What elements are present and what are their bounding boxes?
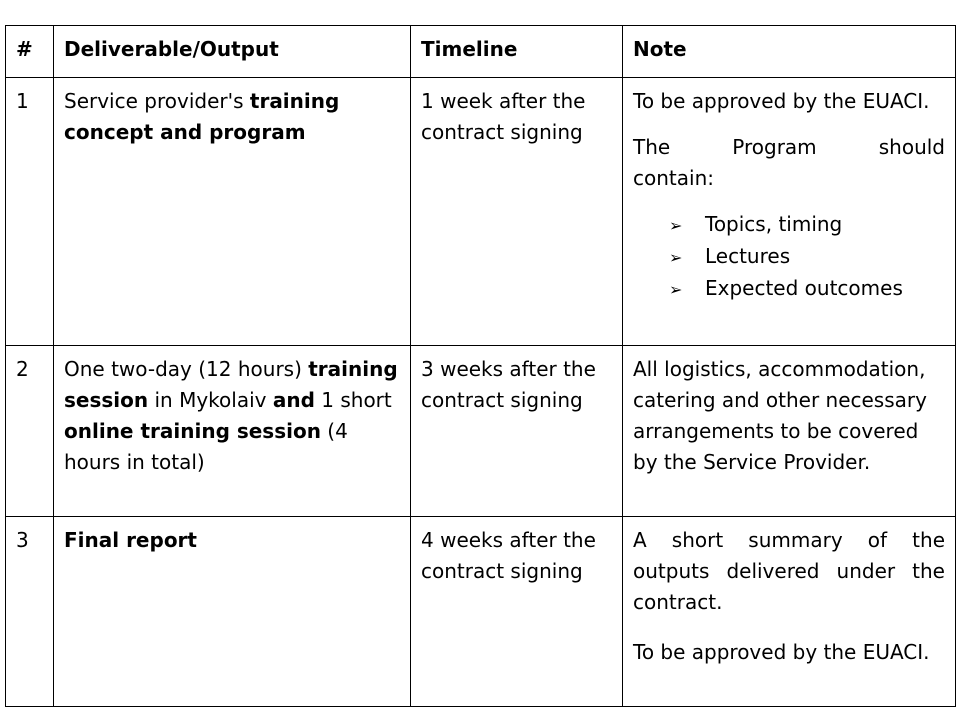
note-bullet-list <box>633 209 945 305</box>
timeline-cell: 1 week after the contract signing <box>411 78 623 346</box>
deliverable-text: Service provider's <box>64 89 250 113</box>
deliverable-bold-text: training concept and program <box>64 89 340 144</box>
list-item <box>669 273 945 305</box>
row-number: 3 <box>6 517 54 707</box>
row-number: 1 <box>6 78 54 346</box>
note-paragraph: A short summary of the outputs delivered under the contract. <box>633 528 945 614</box>
bullet-text: Lectures <box>705 244 791 268</box>
timeline-cell: 3 weeks after the contract signing <box>411 346 623 517</box>
list-item <box>669 209 945 241</box>
deliverable-bold-text: and <box>272 388 315 412</box>
note-cell: All logistics, accommodation, catering and other necessary arrangements to be covered by the Service Provider. <box>623 346 956 517</box>
deliverable-bold-text: training session <box>64 357 398 412</box>
deliverable-bold-text: Final report <box>64 528 197 552</box>
deliverable-cell <box>54 517 411 707</box>
note-cell <box>623 78 956 346</box>
deliverable-cell <box>54 78 411 346</box>
arrow-bullet-icon: ➢ <box>669 248 683 267</box>
note-paragraph: The Program should <box>633 135 945 159</box>
list-item <box>669 241 945 273</box>
header-deliverable: Deliverable/Output <box>54 26 411 78</box>
deliverables-table <box>5 25 956 707</box>
header-timeline: Timeline <box>411 26 623 78</box>
note-cell <box>623 517 956 707</box>
note-paragraph: contain: <box>633 166 714 190</box>
table-row <box>6 78 956 346</box>
deliverable-text: in Mykolaiv <box>148 388 273 412</box>
deliverable-text: (4 hours in total) <box>64 419 348 474</box>
deliverable-text: One two-day (12 hours) <box>64 357 309 381</box>
table-header-row <box>6 26 956 78</box>
bullet-text: Expected outcomes <box>705 276 903 300</box>
bullet-text: Topics, timing <box>705 212 843 236</box>
header-number: # <box>6 26 54 78</box>
table-row <box>6 346 956 517</box>
deliverable-bold-text: online training session <box>64 419 321 443</box>
header-note: Note <box>623 26 956 78</box>
timeline-cell: 4 weeks after the contract signing <box>411 517 623 707</box>
deliverable-text: 1 short <box>314 388 392 412</box>
deliverable-cell <box>54 346 411 517</box>
row-number: 2 <box>6 346 54 517</box>
note-paragraph: To be approved by the EUACI. <box>633 640 930 664</box>
note-paragraph: To be approved by the EUACI. <box>633 89 930 113</box>
arrow-bullet-icon: ➢ <box>669 280 683 299</box>
table-row <box>6 517 956 707</box>
arrow-bullet-icon: ➢ <box>669 216 683 235</box>
